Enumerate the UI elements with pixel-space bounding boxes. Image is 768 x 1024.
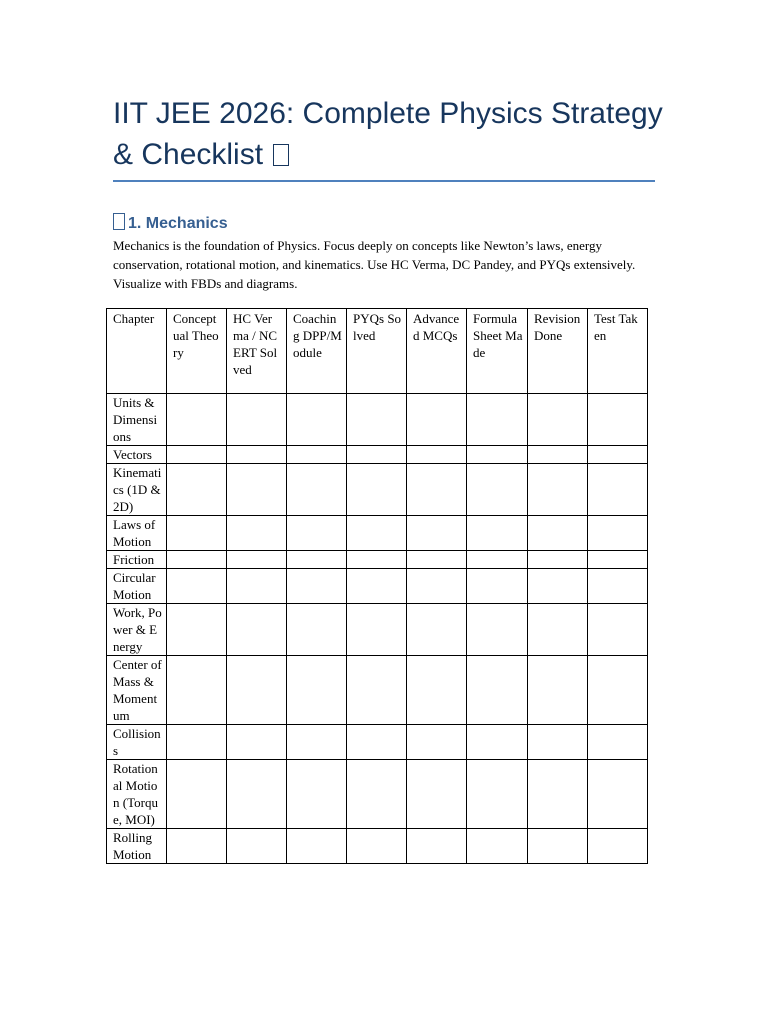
- chapter-cell: Center of Mass & Momentum: [107, 656, 167, 725]
- chapter-cell: Laws of Motion: [107, 516, 167, 551]
- checklist-cell[interactable]: [287, 725, 347, 760]
- checklist-cell[interactable]: [167, 569, 227, 604]
- checklist-cell[interactable]: [407, 464, 467, 516]
- checklist-cell[interactable]: [347, 551, 407, 569]
- checklist-cell[interactable]: [528, 446, 588, 464]
- checklist-cell[interactable]: [287, 516, 347, 551]
- chapter-cell: Vectors: [107, 446, 167, 464]
- checklist-cell[interactable]: [407, 725, 467, 760]
- page-title: [113, 93, 673, 175]
- chapter-cell: Kinematics (1D & 2D): [107, 464, 167, 516]
- checklist-cell[interactable]: [167, 394, 227, 446]
- checklist-cell[interactable]: [167, 516, 227, 551]
- checklist-cell[interactable]: [227, 516, 287, 551]
- checklist-cell[interactable]: [528, 760, 588, 829]
- checklist-cell[interactable]: [467, 516, 528, 551]
- checklist-cell[interactable]: [167, 829, 227, 864]
- checklist-cell[interactable]: [588, 604, 648, 656]
- checklist-cell[interactable]: [467, 829, 528, 864]
- checklist-cell[interactable]: [287, 604, 347, 656]
- column-header: Advanced MCQs: [407, 309, 467, 394]
- checklist-cell[interactable]: [227, 604, 287, 656]
- mechanics-checklist-table: [106, 308, 648, 864]
- checklist-cell[interactable]: [167, 446, 227, 464]
- title-line-1: IIT JEE 2026: Complete Physics Strategy: [113, 97, 663, 130]
- checklist-cell[interactable]: [227, 446, 287, 464]
- checklist-cell[interactable]: [227, 464, 287, 516]
- checklist-cell[interactable]: [528, 551, 588, 569]
- checklist-cell[interactable]: [407, 829, 467, 864]
- checklist-cell[interactable]: [588, 464, 648, 516]
- checklist-cell[interactable]: [407, 551, 467, 569]
- table-row: [107, 725, 648, 760]
- column-header: Formula Sheet Made: [467, 309, 528, 394]
- checklist-cell[interactable]: [347, 569, 407, 604]
- checklist-cell[interactable]: [528, 829, 588, 864]
- checklist-cell[interactable]: [227, 760, 287, 829]
- chapter-cell: Circular Motion: [107, 569, 167, 604]
- checklist-cell[interactable]: [287, 760, 347, 829]
- table-row: [107, 464, 648, 516]
- table-row: [107, 516, 648, 551]
- section-heading-text: 1. Mechanics: [128, 215, 228, 232]
- checklist-cell[interactable]: [167, 464, 227, 516]
- table-row: [107, 446, 648, 464]
- checklist-cell[interactable]: [588, 656, 648, 725]
- checklist-cell[interactable]: [167, 551, 227, 569]
- checklist-cell[interactable]: [347, 656, 407, 725]
- table-row: [107, 829, 648, 864]
- checklist-cell[interactable]: [167, 656, 227, 725]
- checklist-cell[interactable]: [467, 446, 528, 464]
- checklist-cell[interactable]: [528, 604, 588, 656]
- checklist-cell[interactable]: [467, 569, 528, 604]
- table-row: [107, 656, 648, 725]
- checklist-cell[interactable]: [528, 725, 588, 760]
- chapter-cell: Rotational Motion (Torque, MOI): [107, 760, 167, 829]
- checklist-cell[interactable]: [227, 656, 287, 725]
- checklist-cell[interactable]: [347, 829, 407, 864]
- checklist-cell[interactable]: [347, 725, 407, 760]
- checklist-cell[interactable]: [287, 551, 347, 569]
- checklist-cell[interactable]: [588, 394, 648, 446]
- column-header: HC Verma / NCERT Solved: [227, 309, 287, 394]
- checklist-cell[interactable]: [467, 394, 528, 446]
- checklist-cell[interactable]: [287, 446, 347, 464]
- checklist-cell[interactable]: [467, 725, 528, 760]
- checklist-cell[interactable]: [167, 725, 227, 760]
- checklist-cell[interactable]: [407, 604, 467, 656]
- checklist-cell[interactable]: [167, 604, 227, 656]
- checklist-cell[interactable]: [347, 760, 407, 829]
- table-header-row: [107, 309, 648, 394]
- title-divider: [113, 180, 655, 182]
- checklist-cell[interactable]: [287, 569, 347, 604]
- table-row: [107, 604, 648, 656]
- column-header: Chapter: [107, 309, 167, 394]
- checklist-cell[interactable]: [588, 569, 648, 604]
- checklist-cell[interactable]: [407, 569, 467, 604]
- table-row: [107, 551, 648, 569]
- checklist-cell[interactable]: [528, 394, 588, 446]
- chapter-cell: Units & Dimensions: [107, 394, 167, 446]
- checklist-cell[interactable]: [467, 604, 528, 656]
- chapter-cell: Work, Power & Energy: [107, 604, 167, 656]
- title-line-2: & Checklist: [113, 138, 264, 171]
- column-header: Coaching DPP/Module: [287, 309, 347, 394]
- column-header: Conceptual Theory: [167, 309, 227, 394]
- checklist-cell[interactable]: [467, 551, 528, 569]
- checklist-cell[interactable]: [467, 464, 528, 516]
- column-header: Test Taken: [588, 309, 648, 394]
- intro-paragraph: Mechanics is the foundation of Physics. Focus deeply on concepts like Newton’s laws, energy conservation, rotational motion, and kinematics. Use HC Verma, DC Pandey, and PYQs extensively. Visualize with FBDs and diagrams.: [113, 238, 636, 291]
- checklist-cell[interactable]: [407, 394, 467, 446]
- checklist-cell[interactable]: [407, 760, 467, 829]
- checklist-cell[interactable]: [347, 394, 407, 446]
- checklist-cell[interactable]: [407, 516, 467, 551]
- checklist-cell[interactable]: [287, 394, 347, 446]
- checklist-cell[interactable]: [347, 464, 407, 516]
- checklist-cell[interactable]: [167, 760, 227, 829]
- checklist-cell[interactable]: [287, 656, 347, 725]
- checklist-cell[interactable]: [588, 446, 648, 464]
- checklist-cell[interactable]: [347, 604, 407, 656]
- checklist-cell[interactable]: [588, 760, 648, 829]
- chapter-cell: Friction: [107, 551, 167, 569]
- checklist-cell[interactable]: [528, 569, 588, 604]
- section-emoji-icon: [113, 213, 125, 230]
- table-row: [107, 394, 648, 446]
- checklist-cell[interactable]: [347, 516, 407, 551]
- chapter-cell: Rolling Motion: [107, 829, 167, 864]
- checklist-cell[interactable]: [467, 760, 528, 829]
- checklist-cell[interactable]: [407, 446, 467, 464]
- checklist-cell[interactable]: [287, 464, 347, 516]
- checklist-cell[interactable]: [227, 569, 287, 604]
- chapter-cell: Collisions: [107, 725, 167, 760]
- checklist-cell[interactable]: [588, 516, 648, 551]
- checklist-cell[interactable]: [467, 656, 528, 725]
- table-row: [107, 760, 648, 829]
- checklist-cell[interactable]: [227, 394, 287, 446]
- table-row: [107, 569, 648, 604]
- checklist-cell[interactable]: [588, 551, 648, 569]
- checklist-cell[interactable]: [227, 829, 287, 864]
- checklist-cell[interactable]: [528, 656, 588, 725]
- table-body: [107, 394, 648, 864]
- checklist-cell[interactable]: [227, 725, 287, 760]
- checklist-cell[interactable]: [528, 464, 588, 516]
- checklist-cell[interactable]: [528, 516, 588, 551]
- column-header: Revision Done: [528, 309, 588, 394]
- checklist-cell[interactable]: [227, 551, 287, 569]
- section-heading: [113, 213, 228, 233]
- checklist-cell[interactable]: [588, 829, 648, 864]
- checklist-emoji-icon: [273, 144, 289, 166]
- checklist-cell[interactable]: [347, 446, 407, 464]
- column-header: PYQs Solved: [347, 309, 407, 394]
- checklist-cell[interactable]: [287, 829, 347, 864]
- checklist-cell[interactable]: [588, 725, 648, 760]
- checklist-cell[interactable]: [407, 656, 467, 725]
